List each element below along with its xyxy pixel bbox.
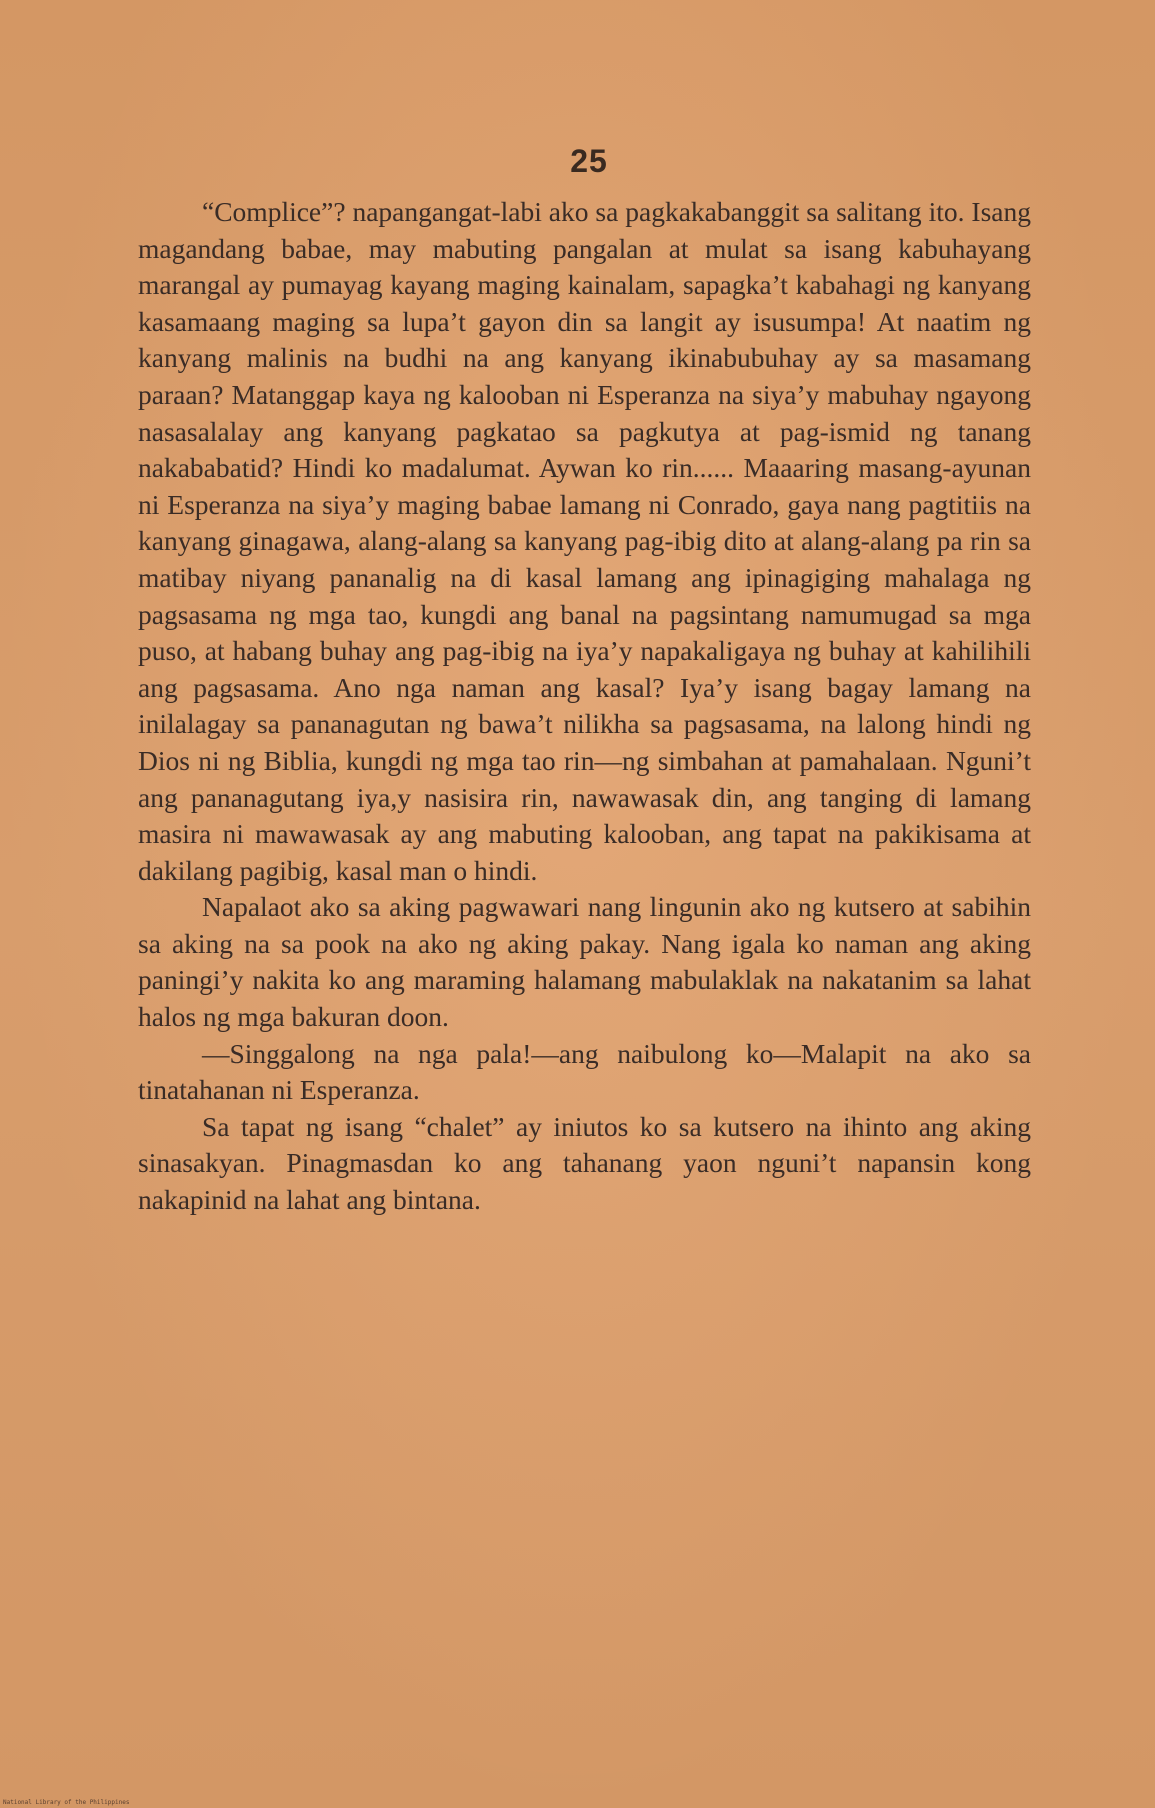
paragraph-chalet: Sa tapat ng isang “chalet” ay iniutos ko sa kutsero na ihinto ang aking sinasakyan. Pinagmasdan ko ang tahanang yaon nguni’t napansin kong nakapinid na lahat ang bintana.	[138, 1110, 1031, 1216]
paragraph-complice: “Complice”? napangangat-labi ako sa pagkakabanggit sa salitang ito. Isang magandang babae, may mabuting pangalan at mulat sa isang kabuhayang marangal ay pumayag kayang maging kainalam, sapagka’t kabahagi ng kanyang kasamaang maging sa lupa’t gayon din sa langit ay isusumpa! At naatim ng kanyang malinis na budhi na ang kanyang ikinabubuhay ay sa masamang paraan? Matanggap kaya ng kalooban ni Esperanza na siya’y mabuhay ngayong nasasalalay ang kanyang pagkatao sa pagkutya at pag-ismid ng tanang nakababatid? Hindi ko madalumat. Aywan ko rin...... Maaaring masang-ayunan ni Esperanza na siya’y maging babae lamang ni Conrado, gaya nang pagtitiis na kanyang ginagawa, alang-alang sa kanyang pag-ibig dito at alang-alang pa rin sa matibay niyang pananalig na di kasal lamang ang ipinagiging mahalaga ng pagsasama ng mga tao, kungdi ang banal na pagsintang namumugad sa mga puso, at habang buhay ang pag-ibig na iya’y napakaligaya ng buhay at kahilihili ang pagsasama. Ano nga naman ang kasal? Iya’y isang bagay lamang na inilalagay sa pananagutan ng bawa’t nilikha sa pagsasama, na lalong hindi ng Dios ni ng Biblia, kungdi ng mga tao rin—ng simbahan at pamahalaan. Nguni’t ang pananagutang iya,y nasisira rin, nawawasak din, ang tanging di lamang masira ni mawawasak ay ang mabuting kalooban, ang tapat na pakikisama at dakilang pagibig, kasal man o hindi.	[138, 196, 1031, 886]
library-credit: National Library of the Philippines	[3, 1799, 130, 1806]
paragraph-singgalong: —Singgalong na nga pala!—ang naibulong ko—Malapit na ako sa tinatahanan ni Esperanza.	[138, 1037, 1031, 1106]
page-body-text	[138, 194, 1031, 1219]
page-number: 25	[570, 143, 608, 179]
paragraph-napalaot: Napalaot ako sa aking pagwawari nang lingunin ako ng kutsero at sabihin sa aking na sa pook na ako ng aking pakay. Nang igala ko naman ang aking paningi’y nakita ko ang maraming halamang mabulaklak na nakatanim sa lahat halos ng mga bakuran doon.	[138, 891, 1031, 1033]
